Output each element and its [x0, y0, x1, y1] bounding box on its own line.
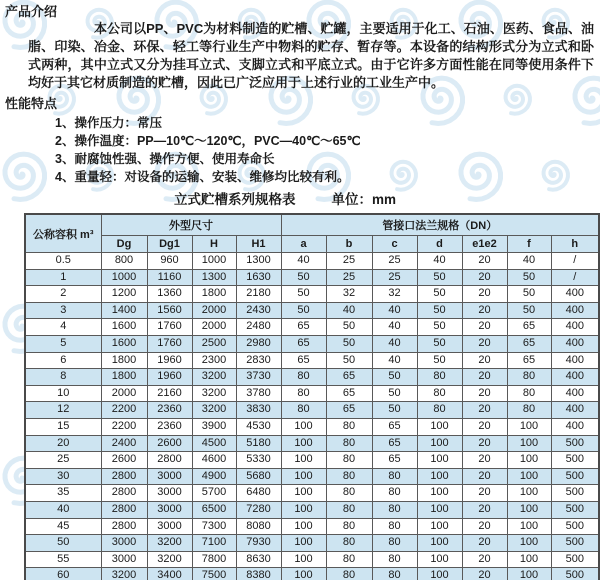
- table-cell: 40: [507, 253, 551, 270]
- table-cell: 100: [281, 435, 326, 452]
- table-cell: 2980: [236, 335, 281, 352]
- table-row: [25, 485, 599, 502]
- table-cell: 40: [372, 335, 417, 352]
- table-cell: 100: [417, 501, 462, 518]
- table-cell: 3730: [236, 369, 281, 386]
- table-cell: 3780: [236, 385, 281, 402]
- table-cell: 8380: [236, 568, 281, 580]
- table-cell: 80: [417, 402, 462, 419]
- table-cell: 1760: [147, 319, 192, 336]
- table-cell: 500: [551, 568, 599, 580]
- table-cell: 100: [507, 535, 551, 552]
- table-cell: 3200: [147, 535, 192, 552]
- table-cell: 500: [551, 468, 599, 485]
- table-cell: 960: [147, 253, 192, 270]
- table-cell: 100: [507, 568, 551, 580]
- table-cell: 80: [372, 551, 417, 568]
- table-cell: 100: [507, 551, 551, 568]
- table-cell: 20: [462, 568, 507, 580]
- table-cell: 80: [372, 468, 417, 485]
- table-cell: 2830: [236, 352, 281, 369]
- table-cell: 20: [462, 435, 507, 452]
- table-cell: /: [551, 269, 599, 286]
- table-row: [25, 319, 599, 336]
- intro-heading: 产品介绍: [5, 4, 58, 19]
- table-cell: 40: [372, 352, 417, 369]
- table-cell: 65: [507, 319, 551, 336]
- table-cell: 25: [25, 452, 101, 469]
- col-group-flange-spec: 管接口法兰规格（DN）: [281, 214, 599, 236]
- table-cell: 2360: [147, 402, 192, 419]
- col-header-hh: h: [551, 236, 599, 253]
- col-header-h: H: [192, 236, 236, 253]
- table-cell: 100: [281, 568, 326, 580]
- header-sub-row: [25, 236, 599, 253]
- table-cell: 20: [462, 269, 507, 286]
- table-cell: 400: [551, 402, 599, 419]
- table-cell: 2500: [192, 335, 236, 352]
- table-cell: 80: [326, 435, 372, 452]
- table-cell: 100: [281, 518, 326, 535]
- col-header-b: b: [326, 236, 372, 253]
- table-cell: 1800: [192, 286, 236, 303]
- table-cell: 50: [507, 286, 551, 303]
- table-cell: 12: [25, 402, 101, 419]
- table-cell: 3200: [192, 402, 236, 419]
- table-cell: 400: [551, 369, 599, 386]
- col-header-c: c: [372, 236, 417, 253]
- table-cell: 65: [507, 335, 551, 352]
- table-cell: 2800: [101, 485, 147, 502]
- table-cell: 80: [326, 452, 372, 469]
- table-cell: 8630: [236, 551, 281, 568]
- table-cell: 40: [372, 302, 417, 319]
- table-cell: 100: [507, 485, 551, 502]
- table-cell: 80: [326, 501, 372, 518]
- table-cell: 400: [551, 302, 599, 319]
- table-cell: 7800: [192, 551, 236, 568]
- table-row: [25, 286, 599, 303]
- table-cell: 100: [507, 435, 551, 452]
- table-cell: 100: [417, 468, 462, 485]
- table-cell: 65: [372, 435, 417, 452]
- table-cell: 2400: [101, 435, 147, 452]
- table-cell: 50: [281, 286, 326, 303]
- table-title-row: [0, 192, 570, 208]
- table-cell: 50: [372, 402, 417, 419]
- table-cell: 50: [417, 302, 462, 319]
- feature-item: 2、操作温度：PP—10℃～120℃，PVC—40℃～65℃: [55, 134, 361, 148]
- table-cell: 80: [281, 385, 326, 402]
- table-cell: 5: [25, 335, 101, 352]
- table-cell: 55: [25, 551, 101, 568]
- table-cell: 7100: [192, 535, 236, 552]
- header-group-row: [25, 214, 599, 236]
- col-header-dg: Dg: [101, 236, 147, 253]
- table-cell: 20: [462, 286, 507, 303]
- table-cell: 65: [507, 352, 551, 369]
- table-cell: 65: [281, 335, 326, 352]
- table-cell: 50: [507, 302, 551, 319]
- table-cell: 80: [417, 369, 462, 386]
- table-cell: 40: [281, 253, 326, 270]
- col-header-volume: 公称容积 m³: [25, 214, 101, 253]
- table-cell: 40: [25, 501, 101, 518]
- table-cell: 35: [25, 485, 101, 502]
- table-cell: 80: [281, 402, 326, 419]
- table-cell: 400: [551, 286, 599, 303]
- table-cell: 1360: [147, 286, 192, 303]
- table-unit-label: 单位：mm: [331, 192, 396, 207]
- table-cell: 25: [372, 269, 417, 286]
- table-cell: 100: [281, 452, 326, 469]
- col-header-e1e2: e1e2: [462, 236, 507, 253]
- table-cell: 2430: [236, 302, 281, 319]
- table-cell: 15: [25, 418, 101, 435]
- table-cell: 80: [326, 518, 372, 535]
- table-cell: 4530: [236, 418, 281, 435]
- table-cell: 65: [372, 418, 417, 435]
- intro-paragraph: 本公司以PP、PVC为材料制造的贮槽、贮罐，主要适用于化工、石油、医药、食品、油脂、印染、冶金、环保、轻工等行业生产中物料的贮存、暂存等。本设备的结构形式分为立式和卧式两种，其中立式又分为挂耳立式、支脚立式和平底立式。由于它许多方面性能在同等使用条件下均好于其它材质制造的贮槽，因此已广泛应用于上述行业的工业生产中。: [28, 21, 594, 90]
- table-cell: 20: [462, 385, 507, 402]
- table-cell: 3000: [147, 485, 192, 502]
- table-cell: 1300: [236, 253, 281, 270]
- table-cell: 1960: [147, 352, 192, 369]
- table-cell: 2000: [192, 302, 236, 319]
- table-cell: 1960: [147, 369, 192, 386]
- table-cell: 20: [462, 501, 507, 518]
- table-cell: 50: [326, 319, 372, 336]
- table-cell: 7930: [236, 535, 281, 552]
- table-cell: 80: [326, 568, 372, 580]
- table-cell: 20: [462, 319, 507, 336]
- table-cell: 3200: [101, 568, 147, 580]
- table-row: [25, 369, 599, 386]
- table-cell: 4: [25, 319, 101, 336]
- table-cell: 80: [372, 518, 417, 535]
- table-cell: /: [551, 253, 599, 270]
- table-cell: 65: [372, 452, 417, 469]
- table-cell: 80: [372, 535, 417, 552]
- table-cell: 100: [417, 568, 462, 580]
- table-cell: 80: [326, 551, 372, 568]
- table-cell: 20: [462, 485, 507, 502]
- table-cell: 3200: [147, 551, 192, 568]
- table-cell: 500: [551, 551, 599, 568]
- feature-list: [55, 114, 600, 186]
- table-cell: 3400: [147, 568, 192, 580]
- table-cell: 20: [462, 335, 507, 352]
- table-cell: 6: [25, 352, 101, 369]
- table-cell: 100: [281, 535, 326, 552]
- table-cell: 3000: [147, 468, 192, 485]
- table-cell: 50: [417, 352, 462, 369]
- table-cell: 25: [372, 253, 417, 270]
- col-group-outer-dimensions: 外型尺寸: [101, 214, 281, 236]
- table-cell: 50: [417, 269, 462, 286]
- table-cell: 20: [462, 551, 507, 568]
- table-cell: 80: [417, 385, 462, 402]
- table-cell: 500: [551, 435, 599, 452]
- table-cell: 500: [551, 501, 599, 518]
- table-cell: 50: [281, 302, 326, 319]
- table-cell: 2800: [147, 452, 192, 469]
- features-heading: 性能特点: [5, 96, 58, 111]
- feature-item: 4、重量轻：对设备的运输、安装、维修均比较有利。: [55, 170, 350, 184]
- table-cell: 100: [507, 501, 551, 518]
- table-cell: 100: [507, 418, 551, 435]
- feature-item: 3、耐腐蚀性强、操作方便、使用寿命长: [55, 152, 275, 166]
- table-cell: 45: [25, 518, 101, 535]
- table-cell: 100: [417, 518, 462, 535]
- table-cell: 32: [326, 286, 372, 303]
- table-cell: 20: [462, 369, 507, 386]
- table-cell: 0.5: [25, 253, 101, 270]
- table-row: [25, 418, 599, 435]
- table-cell: 4600: [192, 452, 236, 469]
- table-cell: 2800: [101, 468, 147, 485]
- table-cell: 30: [25, 468, 101, 485]
- table-title: 立式贮槽系列规格表: [173, 192, 296, 207]
- table-cell: 65: [326, 385, 372, 402]
- table-row: [25, 452, 599, 469]
- table-row: [25, 551, 599, 568]
- col-header-h1: H1: [236, 236, 281, 253]
- table-cell: 20: [462, 452, 507, 469]
- table-cell: 2160: [147, 385, 192, 402]
- table-cell: 2000: [192, 319, 236, 336]
- table-cell: 2180: [236, 286, 281, 303]
- table-cell: 400: [551, 352, 599, 369]
- table-cell: 100: [417, 551, 462, 568]
- table-cell: 20: [462, 518, 507, 535]
- table-row: [25, 402, 599, 419]
- table-cell: 80: [281, 369, 326, 386]
- table-cell: 80: [372, 568, 417, 580]
- table-cell: 500: [551, 452, 599, 469]
- table-cell: 3200: [192, 369, 236, 386]
- table-cell: 3830: [236, 402, 281, 419]
- table-cell: 100: [281, 485, 326, 502]
- table-cell: 40: [326, 302, 372, 319]
- table-cell: 3: [25, 302, 101, 319]
- table-cell: 80: [326, 418, 372, 435]
- col-header-d: d: [417, 236, 462, 253]
- table-row: [25, 435, 599, 452]
- table-cell: 1000: [192, 253, 236, 270]
- table-cell: 3000: [147, 518, 192, 535]
- table-cell: 100: [281, 468, 326, 485]
- table-cell: 8: [25, 369, 101, 386]
- table-row: [25, 335, 599, 352]
- table-cell: 7280: [236, 501, 281, 518]
- table-cell: 100: [281, 551, 326, 568]
- table-cell: 1630: [236, 269, 281, 286]
- table-cell: 20: [462, 468, 507, 485]
- table-row: [25, 568, 599, 580]
- table-cell: 2800: [101, 501, 147, 518]
- table-cell: 80: [372, 485, 417, 502]
- table-cell: 2600: [147, 435, 192, 452]
- table-cell: 2300: [192, 352, 236, 369]
- table-cell: 5330: [236, 452, 281, 469]
- table-cell: 10: [25, 385, 101, 402]
- table-row: [25, 535, 599, 552]
- table-cell: 100: [507, 452, 551, 469]
- table-cell: 100: [417, 485, 462, 502]
- table-cell: 100: [281, 501, 326, 518]
- table-cell: 1800: [101, 352, 147, 369]
- table-cell: 20: [462, 418, 507, 435]
- table-cell: 50: [372, 385, 417, 402]
- table-cell: 50: [507, 269, 551, 286]
- table-cell: 50: [25, 535, 101, 552]
- table-cell: 32: [372, 286, 417, 303]
- spec-table: [24, 213, 600, 580]
- table-cell: 500: [551, 535, 599, 552]
- table-cell: 5180: [236, 435, 281, 452]
- table-row: [25, 302, 599, 319]
- table-cell: 2: [25, 286, 101, 303]
- table-cell: 4500: [192, 435, 236, 452]
- table-cell: 6480: [236, 485, 281, 502]
- table-cell: 80: [326, 468, 372, 485]
- col-header-f: f: [507, 236, 551, 253]
- table-cell: 100: [507, 468, 551, 485]
- table-cell: 80: [507, 402, 551, 419]
- table-cell: 4900: [192, 468, 236, 485]
- table-cell: 60: [25, 568, 101, 580]
- table-cell: 50: [281, 269, 326, 286]
- table-cell: 1760: [147, 335, 192, 352]
- table-cell: 50: [417, 319, 462, 336]
- table-cell: 6500: [192, 501, 236, 518]
- table-row: [25, 385, 599, 402]
- col-header-a: a: [281, 236, 326, 253]
- table-cell: 800: [101, 253, 147, 270]
- table-cell: 7300: [192, 518, 236, 535]
- table-row: [25, 468, 599, 485]
- table-cell: 20: [25, 435, 101, 452]
- table-cell: 20: [462, 535, 507, 552]
- table-cell: 500: [551, 485, 599, 502]
- table-cell: 5700: [192, 485, 236, 502]
- table-cell: 100: [417, 452, 462, 469]
- table-cell: 65: [281, 352, 326, 369]
- table-cell: 50: [326, 352, 372, 369]
- table-cell: 100: [417, 435, 462, 452]
- table-cell: 80: [507, 385, 551, 402]
- table-cell: 500: [551, 518, 599, 535]
- table-cell: 80: [326, 485, 372, 502]
- table-row: [25, 518, 599, 535]
- table-cell: 1200: [101, 286, 147, 303]
- table-row: [25, 352, 599, 369]
- table-cell: 2200: [101, 402, 147, 419]
- table-cell: 50: [417, 286, 462, 303]
- table-cell: 3000: [101, 535, 147, 552]
- table-cell: 1160: [147, 269, 192, 286]
- table-cell: 8080: [236, 518, 281, 535]
- table-row: [25, 253, 599, 270]
- col-header-dg1: Dg1: [147, 236, 192, 253]
- table-cell: 1400: [101, 302, 147, 319]
- feature-item: 1、操作压力：常压: [55, 116, 162, 130]
- table-cell: 1800: [101, 369, 147, 386]
- table-cell: 20: [462, 352, 507, 369]
- table-cell: 65: [326, 402, 372, 419]
- table-row: [25, 269, 599, 286]
- table-cell: 400: [551, 385, 599, 402]
- table-cell: 2480: [236, 319, 281, 336]
- table-cell: 400: [551, 335, 599, 352]
- table-cell: 65: [326, 369, 372, 386]
- table-cell: 5680: [236, 468, 281, 485]
- table-cell: 1300: [192, 269, 236, 286]
- table-cell: 3900: [192, 418, 236, 435]
- table-cell: 1600: [101, 335, 147, 352]
- table-cell: 2600: [101, 452, 147, 469]
- table-cell: 2200: [101, 418, 147, 435]
- table-row: [25, 501, 599, 518]
- table-cell: 50: [417, 335, 462, 352]
- table-cell: 7500: [192, 568, 236, 580]
- table-cell: 20: [462, 402, 507, 419]
- table-cell: 3000: [101, 551, 147, 568]
- table-cell: 25: [326, 269, 372, 286]
- table-cell: 80: [326, 535, 372, 552]
- table-cell: 3200: [192, 385, 236, 402]
- table-cell: 40: [372, 319, 417, 336]
- table-cell: 50: [372, 369, 417, 386]
- table-cell: 1: [25, 269, 101, 286]
- table-cell: 40: [417, 253, 462, 270]
- table-cell: 50: [326, 335, 372, 352]
- table-cell: 2360: [147, 418, 192, 435]
- table-cell: 1000: [101, 269, 147, 286]
- table-cell: 100: [417, 535, 462, 552]
- table-cell: 100: [507, 518, 551, 535]
- table-cell: 65: [281, 319, 326, 336]
- table-cell: 100: [417, 418, 462, 435]
- table-cell: 80: [507, 369, 551, 386]
- table-cell: 400: [551, 319, 599, 336]
- table-cell: 1600: [101, 319, 147, 336]
- table-cell: 80: [372, 501, 417, 518]
- table-cell: 20: [462, 253, 507, 270]
- table-cell: 1560: [147, 302, 192, 319]
- spec-table-body: [25, 253, 599, 580]
- table-cell: 20: [462, 302, 507, 319]
- table-cell: 400: [551, 418, 599, 435]
- table-cell: 2000: [101, 385, 147, 402]
- table-cell: 25: [326, 253, 372, 270]
- table-cell: 100: [281, 418, 326, 435]
- table-cell: 2800: [101, 518, 147, 535]
- table-cell: 3000: [147, 501, 192, 518]
